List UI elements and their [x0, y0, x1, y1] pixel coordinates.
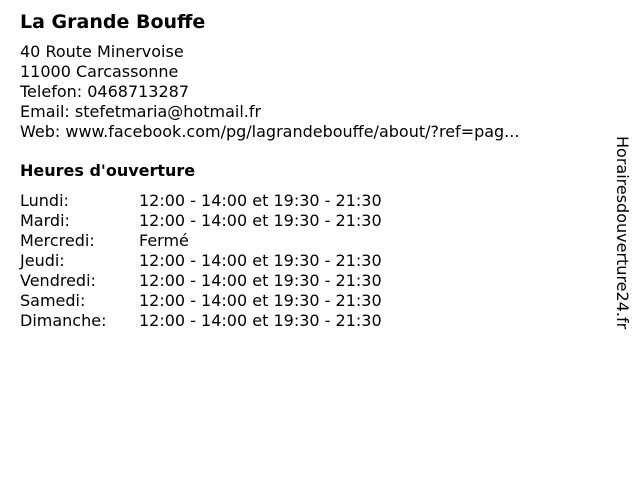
- hours-time: 12:00 - 14:00 et 19:30 - 21:30: [139, 271, 382, 290]
- hours-time: 12:00 - 14:00 et 19:30 - 21:30: [139, 251, 382, 270]
- brand-site-label: Horairesdouverture24.fr: [613, 136, 632, 330]
- hours-row-friday: [20, 271, 600, 291]
- hours-day: Samedi:: [20, 291, 86, 310]
- hours-table: [20, 191, 600, 331]
- hours-row-wednesday: [20, 231, 600, 251]
- business-name: La Grande Bouffe: [20, 11, 206, 33]
- hours-day: Lundi:: [20, 191, 69, 210]
- hours-day: Mercredi:: [20, 231, 95, 250]
- hours-row-thursday: [20, 251, 600, 271]
- hours-day: Vendredi:: [20, 271, 96, 290]
- brand-watermark: [610, 136, 634, 346]
- hours-day: Jeudi:: [20, 251, 65, 270]
- hours-time: Fermé: [139, 231, 189, 250]
- phone-line: Telefon: 0468713287: [20, 82, 190, 101]
- hours-row-monday: [20, 191, 600, 211]
- hours-time: 12:00 - 14:00 et 19:30 - 21:30: [139, 211, 382, 230]
- hours-row-sunday: [20, 311, 600, 331]
- hours-heading: Heures d'ouverture: [20, 161, 196, 180]
- hours-time: 12:00 - 14:00 et 19:30 - 21:30: [139, 191, 382, 210]
- web-line: Web: www.facebook.com/pg/lagrandebouffe/about/?ref=pag...: [20, 122, 520, 141]
- hours-day: Dimanche:: [20, 311, 107, 330]
- hours-day: Mardi:: [20, 211, 70, 230]
- address-line-2: 11000 Carcassonne: [20, 62, 179, 81]
- hours-time: 12:00 - 14:00 et 19:30 - 21:30: [139, 291, 382, 310]
- email-line: Email: stefetmaria@hotmail.fr: [20, 102, 262, 121]
- hours-time: 12:00 - 14:00 et 19:30 - 21:30: [139, 311, 382, 330]
- address-line-1: 40 Route Minervoise: [20, 42, 184, 61]
- business-card: [20, 10, 600, 331]
- hours-row-tuesday: [20, 211, 600, 231]
- hours-row-saturday: [20, 291, 600, 311]
